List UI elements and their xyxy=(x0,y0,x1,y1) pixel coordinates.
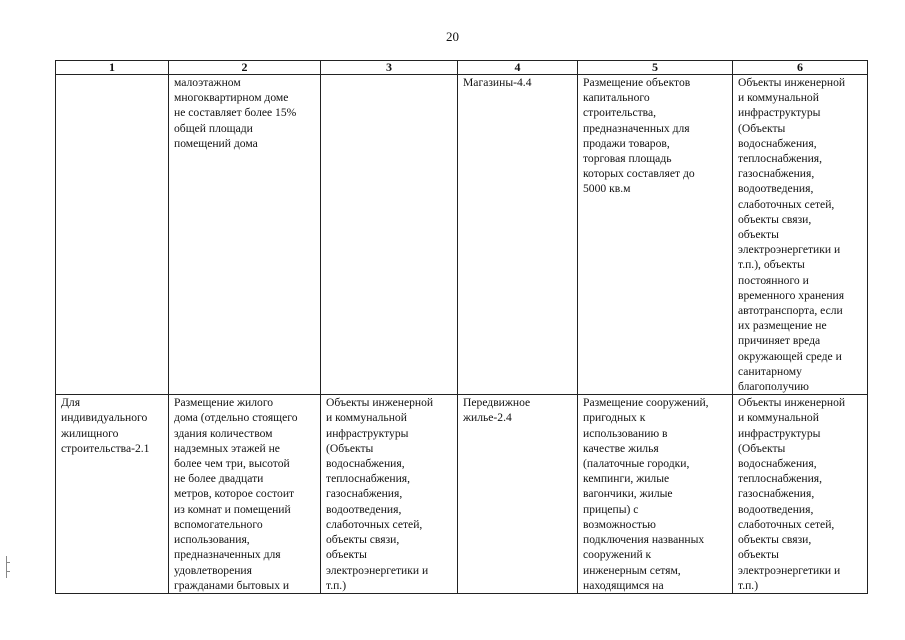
cell-text: Объекты инженерной и коммунальной инфраструктуры (Объекты водоснабжения, теплоснабжения, газоснабжения, водоотведения, слаботочных сетей, объекты связи, объекты электроэнергетики и т.п.) xyxy=(326,396,434,592)
table-cell xyxy=(321,75,458,395)
cell-text: Для индивидуального жилищного строительства-2.1 xyxy=(61,396,150,455)
column-header: 3 xyxy=(321,61,458,75)
table-row xyxy=(56,395,868,594)
cell-text: Размещение жилого дома (отдельно стоящего здания количеством надземных этажей не более чем три, высотой не более двадцати метров, которое состоит из комнат и помещений вспомогательного использования, предназначенных для удовлетворения гражданами бытовых и xyxy=(174,396,298,592)
table-cell xyxy=(578,395,733,594)
cell-text: Размещение объектов капитального строительства, предназначенных для продажи товаров, торговая площадь которых составляет до 5000 кв.м xyxy=(583,76,695,196)
table-cell xyxy=(733,75,868,395)
column-header: 4 xyxy=(458,61,578,75)
table-cell xyxy=(321,395,458,594)
column-header: 6 xyxy=(733,61,868,75)
table-cell xyxy=(458,395,578,594)
cell-text: малоэтажном многоквартирном доме не составляет более 15% общей площади помещений дома xyxy=(174,76,297,150)
table-cell xyxy=(56,75,169,395)
cell-text: Объекты инженерной и коммунальной инфраструктуры (Объекты водоснабжения, теплоснабжения, газоснабжения, водоотведения, слаботочных сетей, объекты связи, объекты электроэнергетики и т.п.), объекты постоянного и временного хранения автотранспорта, если их размещение не причиняет вреда окружающей среде и санитарному благополучию xyxy=(738,76,846,394)
table-header-row xyxy=(56,61,868,75)
cell-text: Объекты инженерной и коммунальной инфраструктуры (Объекты водоснабжения, теплоснабжения, газоснабжения, водоотведения, слаботочных сетей, объекты связи, объекты электроэнергетики и т.п.) xyxy=(738,396,846,592)
table-cell xyxy=(578,75,733,395)
column-header: 5 xyxy=(578,61,733,75)
table-row xyxy=(56,75,868,395)
cell-text: Размещение сооружений, пригодных к использованию в качестве жилья (палаточные городки, кемпинги, жилые вагончики, жилые прицепы) с возможностью подключения названных сооружений к инженерным сетям, находящимся на xyxy=(583,396,709,592)
cell-text: Магазины-4.4 xyxy=(463,76,532,89)
table-cell xyxy=(169,395,321,594)
table-cell xyxy=(733,395,868,594)
page-number: 20 xyxy=(446,29,459,44)
column-header: 2 xyxy=(169,61,321,75)
column-header: 1 xyxy=(56,61,169,75)
margin-mark xyxy=(6,556,10,578)
table-cell xyxy=(458,75,578,395)
table-cell xyxy=(56,395,169,594)
zoning-table xyxy=(55,60,868,594)
cell-text: Передвижное жилье-2.4 xyxy=(463,396,531,425)
table-cell xyxy=(169,75,321,395)
